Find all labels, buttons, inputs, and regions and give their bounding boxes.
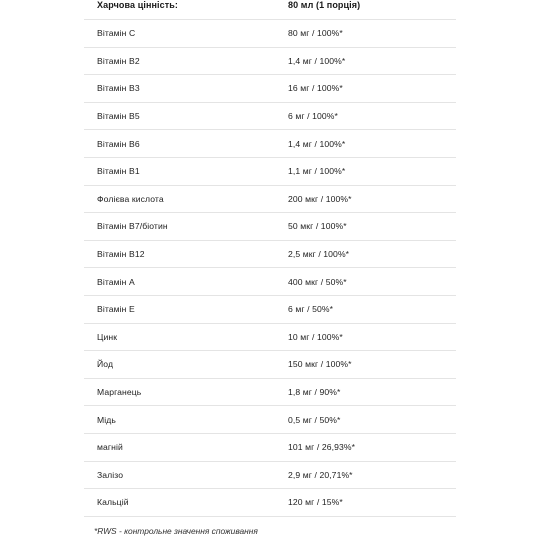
nutrient-value: 1,1 мг / 100%* — [288, 166, 346, 177]
table-header — [84, 0, 456, 20]
nutrient-name: Залізо — [97, 469, 124, 480]
table-row — [84, 489, 456, 517]
nutrient-name: Кальцій — [97, 497, 129, 508]
table-row — [84, 130, 456, 158]
nutrient-value: 1,4 мг / 100%* — [288, 138, 346, 149]
table-row — [84, 213, 456, 241]
header-name: Харчова цінність: — [97, 0, 178, 10]
nutrient-value: 1,4 мг / 100%* — [288, 55, 346, 66]
nutrient-value: 50 мкг / 100%* — [288, 221, 347, 232]
nutrient-name: Вітамін B7/біотин — [97, 221, 168, 232]
nutrient-value: 1,8 мг / 90%* — [288, 387, 341, 398]
table-row — [84, 351, 456, 379]
table-row — [84, 462, 456, 490]
table-row — [84, 186, 456, 214]
table-row — [84, 158, 456, 186]
nutrient-value: 6 мг / 100%* — [288, 111, 338, 122]
table-row — [84, 48, 456, 76]
table-row — [84, 103, 456, 131]
table-row — [84, 296, 456, 324]
table-row — [84, 324, 456, 352]
nutrient-name: Марганець — [97, 387, 142, 398]
nutrient-name: Вітамін B2 — [97, 55, 140, 66]
nutrient-value: 150 мкг / 100%* — [288, 359, 352, 370]
nutrient-value: 120 мг / 15%* — [288, 497, 343, 508]
nutrient-value: 80 мг / 100%* — [288, 28, 343, 39]
table-row — [84, 379, 456, 407]
nutrient-name: Вітамін B3 — [97, 83, 140, 94]
nutrient-name: Вітамін E — [97, 304, 135, 315]
nutrient-name: Йод — [97, 359, 114, 370]
nutrient-value: 101 мг / 26,93%* — [288, 442, 356, 453]
nutrient-name: Вітамін B1 — [97, 166, 140, 177]
nutrient-name: Вітамін C — [97, 28, 136, 39]
table-row — [84, 406, 456, 434]
nutrient-value: 0,5 мг / 50%* — [288, 414, 341, 425]
nutrient-value: 10 мг / 100%* — [288, 331, 343, 342]
nutrient-value: 16 мг / 100%* — [288, 83, 343, 94]
nutrient-name: Цинк — [97, 331, 118, 342]
table-row — [84, 20, 456, 48]
nutrient-value: 2,9 мг / 20,71%* — [288, 469, 353, 480]
nutrient-name: Вітамін B12 — [97, 249, 145, 260]
header-value: 80 мл (1 порція) — [288, 0, 361, 10]
table-row — [84, 434, 456, 462]
nutrient-name: Вітамін B5 — [97, 111, 140, 122]
nutrient-value: 400 мкг / 50%* — [288, 276, 347, 287]
nutrition-table — [84, 0, 456, 517]
nutrient-name: магній — [97, 442, 123, 453]
nutrient-value: 200 мкг / 100%* — [288, 193, 352, 204]
table-row — [84, 268, 456, 296]
nutrient-name: Вітамін B6 — [97, 138, 140, 149]
table-row — [84, 75, 456, 103]
nutrient-name: Фолієва кислота — [97, 193, 164, 204]
nutrient-name: Мідь — [97, 414, 116, 425]
nutrient-name: Вітамін A — [97, 276, 135, 287]
table-row — [84, 241, 456, 269]
nutrient-value: 2,5 мкг / 100%* — [288, 249, 350, 260]
footnote: *RWS - контрольне значення споживання — [94, 526, 258, 536]
nutrient-value: 6 мг / 50%* — [288, 304, 334, 315]
